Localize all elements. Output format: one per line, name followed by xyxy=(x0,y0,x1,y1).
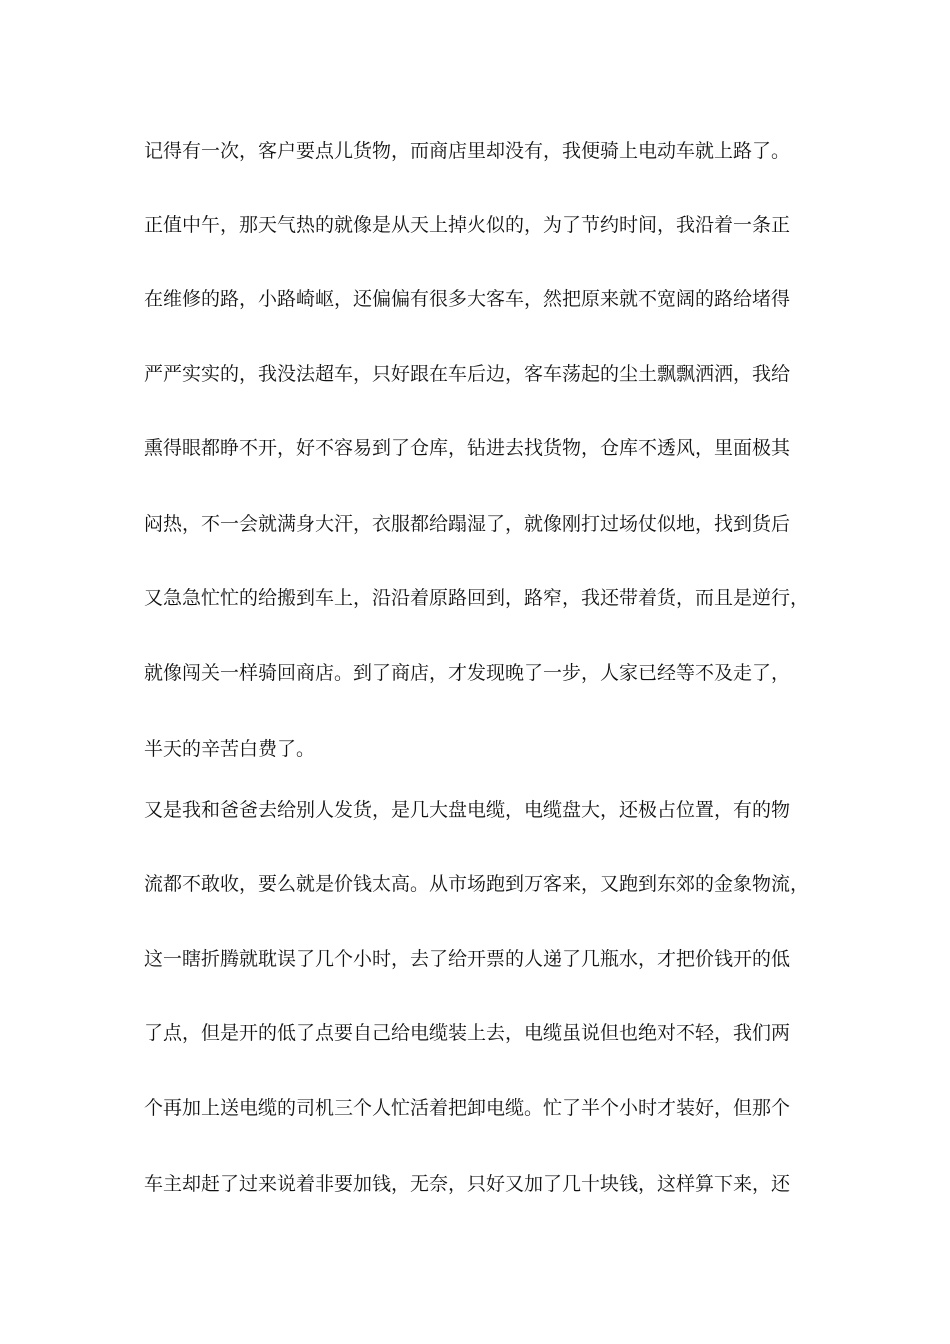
text-line: 就像闯关一样骑回商店。到了商店，才发现晚了一步，人家已经等不及走了， xyxy=(144,662,791,684)
text-line: 熏得眼都睁不开，好不容易到了仓库，钻进去找货物，仓库不透风，里面极其 xyxy=(144,437,791,459)
text-line: 了点，但是开的低了点要自己给电缆装上去，电缆虽说但也绝对不轻，我们两 xyxy=(144,1022,791,1044)
text-line: 严严实实的，我没法超车，只好跟在车后边，客车荡起的尘土飘飘洒洒，我给 xyxy=(144,363,791,385)
text-line: 正值中午，那天气热的就像是从天上掉火似的，为了节约时间，我沿着一条正 xyxy=(144,214,791,236)
text-line: 这一瞎折腾就耽误了几个小时，去了给开票的人递了几瓶水，才把价钱开的低 xyxy=(144,948,791,970)
text-line: 又是我和爸爸去给别人发货，是几大盘电缆，电缆盘大，还极占位置，有的物 xyxy=(144,799,791,821)
text-line: 个再加上送电缆的司机三个人忙活着把卸电缆。忙了半个小时才装好，但那个 xyxy=(144,1097,791,1119)
text-line: 闷热，不一会就满身大汗，衣服都给蹋湿了，就像刚打过场仗似地，找到货后 xyxy=(144,513,791,535)
text-line: 流都不敢收，要么就是价钱太高。从市场跑到万客来，又跑到东郊的金象物流， xyxy=(144,873,810,895)
text-line: 半天的辛苦白费了。 xyxy=(144,738,316,760)
text-line: 在维修的路，小路崎岖，还偏偏有很多大客车，然把原来就不宽阔的路给堵得 xyxy=(144,288,791,310)
text-line: 又急急忙忙的给搬到车上，沿沿着原路回到，路窄，我还带着货，而且是逆行， xyxy=(144,587,810,609)
text-line: 车主却赶了过来说着非要加钱，无奈，只好又加了几十块钱，这样算下来，还 xyxy=(144,1173,791,1195)
text-line: 记得有一次，客户要点儿货物，而商店里却没有，我便骑上电动车就上路了。 xyxy=(144,140,791,162)
